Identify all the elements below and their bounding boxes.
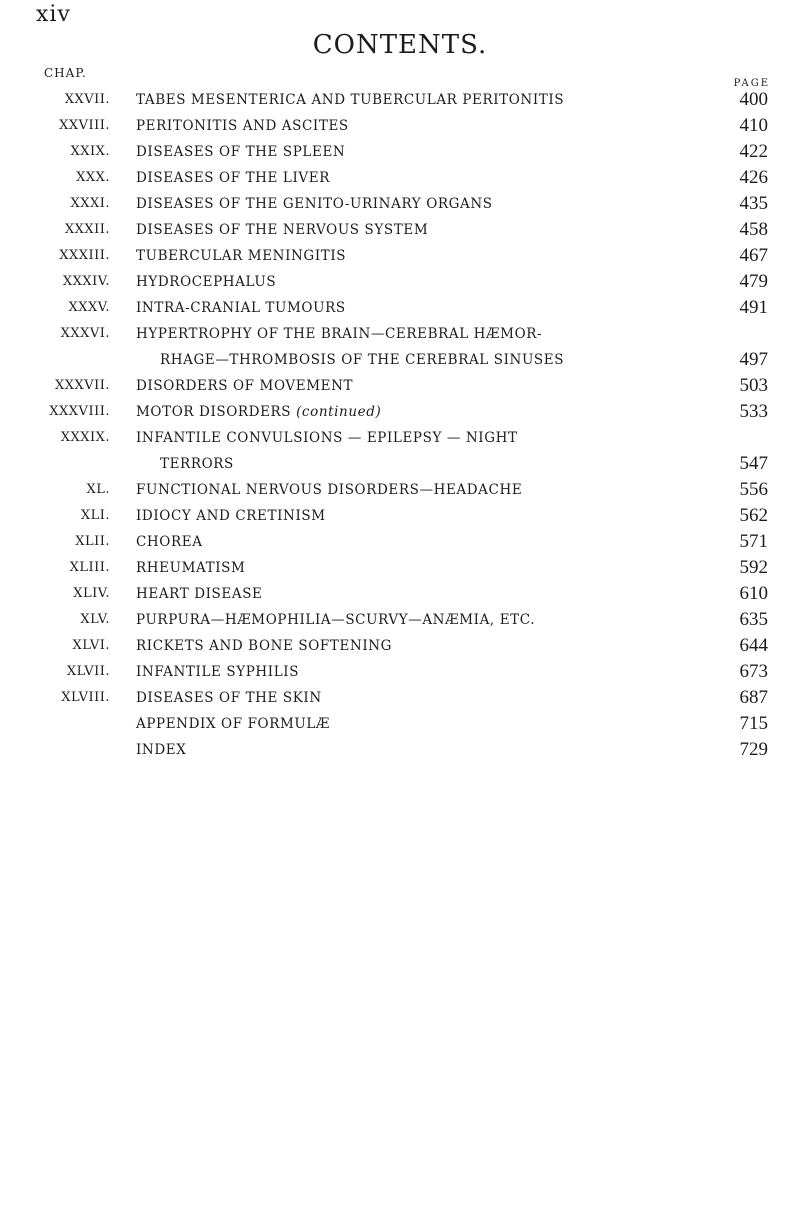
chapter-title: INTRA-CRANIAL TUMOURS — [136, 300, 346, 316]
chapter-number: XLIV. — [73, 586, 110, 601]
chapter-number: XXX. — [76, 170, 110, 185]
chapter-number: XLVI. — [72, 638, 110, 653]
page-ref: 571 — [739, 531, 768, 552]
toc-entry — [0, 713, 800, 742]
chapter-number: XL. — [86, 482, 110, 497]
toc-entry — [0, 115, 800, 144]
page-ref: 547 — [739, 453, 768, 474]
chapter-title-continued: TERRORS — [160, 456, 234, 472]
page-ref: 491 — [739, 297, 768, 318]
toc-entry — [0, 141, 800, 170]
chapter-title: INFANTILE CONVULSIONS — EPILEPSY — NIGHT — [136, 430, 518, 446]
page-ref: 610 — [739, 583, 768, 604]
chapter-number: XXVII. — [64, 92, 110, 107]
toc-entry — [0, 375, 800, 404]
chapter-number: XXIX. — [70, 144, 110, 159]
chapter-title: TUBERCULAR MENINGITIS — [136, 248, 347, 264]
chapter-title: FUNCTIONAL NERVOUS DISORDERS—HEADACHE — [136, 482, 523, 498]
chapter-number: XLI. — [80, 508, 110, 523]
chapter-title: HEART DISEASE — [136, 586, 263, 602]
page-number: xiv — [36, 2, 71, 27]
page-ref: 426 — [739, 167, 768, 188]
page-ref: 400 — [739, 89, 768, 110]
chapter-number: XXXIX. — [60, 430, 110, 445]
chapter-title: DISEASES OF THE SPLEEN — [136, 144, 346, 160]
chapter-number: XXXI. — [70, 196, 110, 211]
chapter-number: XLII. — [75, 534, 110, 549]
chapter-title: CHOREA — [136, 534, 203, 550]
toc-entry — [0, 583, 800, 612]
page-ref: 467 — [739, 245, 768, 266]
toc-entry — [0, 609, 800, 638]
toc-entry — [0, 167, 800, 196]
page-ref: 729 — [739, 739, 768, 760]
page-ref: 592 — [739, 557, 768, 578]
chapter-title: DISEASES OF THE SKIN — [136, 690, 322, 706]
toc-entry — [0, 401, 800, 430]
chapter-number: XXXIII. — [59, 248, 110, 263]
chapter-title: IDIOCY AND CRETINISM — [136, 508, 326, 524]
page-ref: 562 — [739, 505, 768, 526]
chapter-number: XXVIII. — [59, 118, 110, 133]
toc-entry — [0, 531, 800, 560]
chapter-title: INFANTILE SYPHILIS — [136, 664, 300, 680]
chapter-title: DISEASES OF THE GENITO-URINARY ORGANS — [136, 196, 493, 212]
chapter-title: RHEUMATISM — [136, 560, 246, 576]
toc-entry — [0, 89, 800, 118]
chapter-title: HYDROCEPHALUS — [136, 274, 277, 290]
chapter-title: APPENDIX OF FORMULÆ — [136, 716, 331, 732]
page-ref: 673 — [739, 661, 768, 682]
chapter-title: RICKETS AND BONE SOFTENING — [136, 638, 393, 654]
chapter-number: XXXVI. — [60, 326, 110, 341]
chapter-column-label: CHAP. — [44, 66, 87, 80]
page-title: CONTENTS. — [312, 30, 488, 60]
chapter-title: PERITONITIS AND ASCITES — [136, 118, 349, 134]
chapter-number: XLIII. — [69, 560, 110, 575]
page-ref: 635 — [739, 609, 768, 630]
page-ref: 479 — [739, 271, 768, 292]
page-ref: 533 — [739, 401, 768, 422]
page-ref: 458 — [739, 219, 768, 240]
chapter-title-continued: RHAGE—THROMBOSIS OF THE CEREBRAL SINUSES — [160, 352, 565, 368]
chapter-title: DISORDERS OF MOVEMENT — [136, 378, 354, 394]
chapter-number: XXXV. — [68, 300, 110, 315]
page-ref: 556 — [739, 479, 768, 500]
page-ref: 715 — [739, 713, 768, 734]
toc-entry — [0, 739, 800, 768]
chapter-title: DISEASES OF THE LIVER — [136, 170, 330, 186]
page-ref: 497 — [739, 349, 768, 370]
toc-entry — [0, 687, 800, 716]
chapter-title: DISEASES OF THE NERVOUS SYSTEM — [136, 222, 429, 238]
toc-entry — [0, 297, 800, 326]
chapter-number: XXXIV. — [62, 274, 110, 289]
toc-entry — [0, 505, 800, 534]
chapter-title: HYPERTROPHY OF THE BRAIN—CEREBRAL HÆMOR- — [136, 326, 543, 342]
toc-list — [0, 89, 800, 768]
page-ref: 644 — [739, 635, 768, 656]
page-ref: 687 — [739, 687, 768, 708]
toc-entry — [0, 557, 800, 586]
toc-entry — [0, 326, 800, 378]
chapter-title: TABES MESENTERICA AND TUBERCULAR PERITONITIS — [136, 92, 565, 108]
toc-entry — [0, 219, 800, 248]
page-ref: 422 — [739, 141, 768, 162]
chapter-number: XXXII. — [64, 222, 110, 237]
toc-entry — [0, 661, 800, 690]
page-ref: 435 — [739, 193, 768, 214]
chapter-number: XLVII. — [66, 664, 110, 679]
chapter-title: MOTOR DISORDERS (continued) — [136, 404, 382, 420]
chapter-number: XLV. — [80, 612, 110, 627]
toc-entry — [0, 479, 800, 508]
page-ref: 503 — [739, 375, 768, 396]
toc-entry — [0, 245, 800, 274]
page-ref: 410 — [739, 115, 768, 136]
chapter-title: PURPURA—HÆMOPHILIA—SCURVY—ANÆMIA, ETC. — [136, 612, 536, 628]
chapter-number: XXXVII. — [54, 378, 110, 393]
chapter-number: XLVIII. — [61, 690, 110, 705]
chapter-title: INDEX — [136, 742, 187, 758]
toc-entry — [0, 430, 800, 482]
toc-entry — [0, 193, 800, 222]
page-column-label: PAGE — [733, 78, 770, 89]
toc-entry — [0, 635, 800, 664]
chapter-number: XXXVIII. — [49, 404, 110, 419]
toc-entry — [0, 271, 800, 300]
chapter-title-suffix: (continued) — [296, 404, 382, 420]
